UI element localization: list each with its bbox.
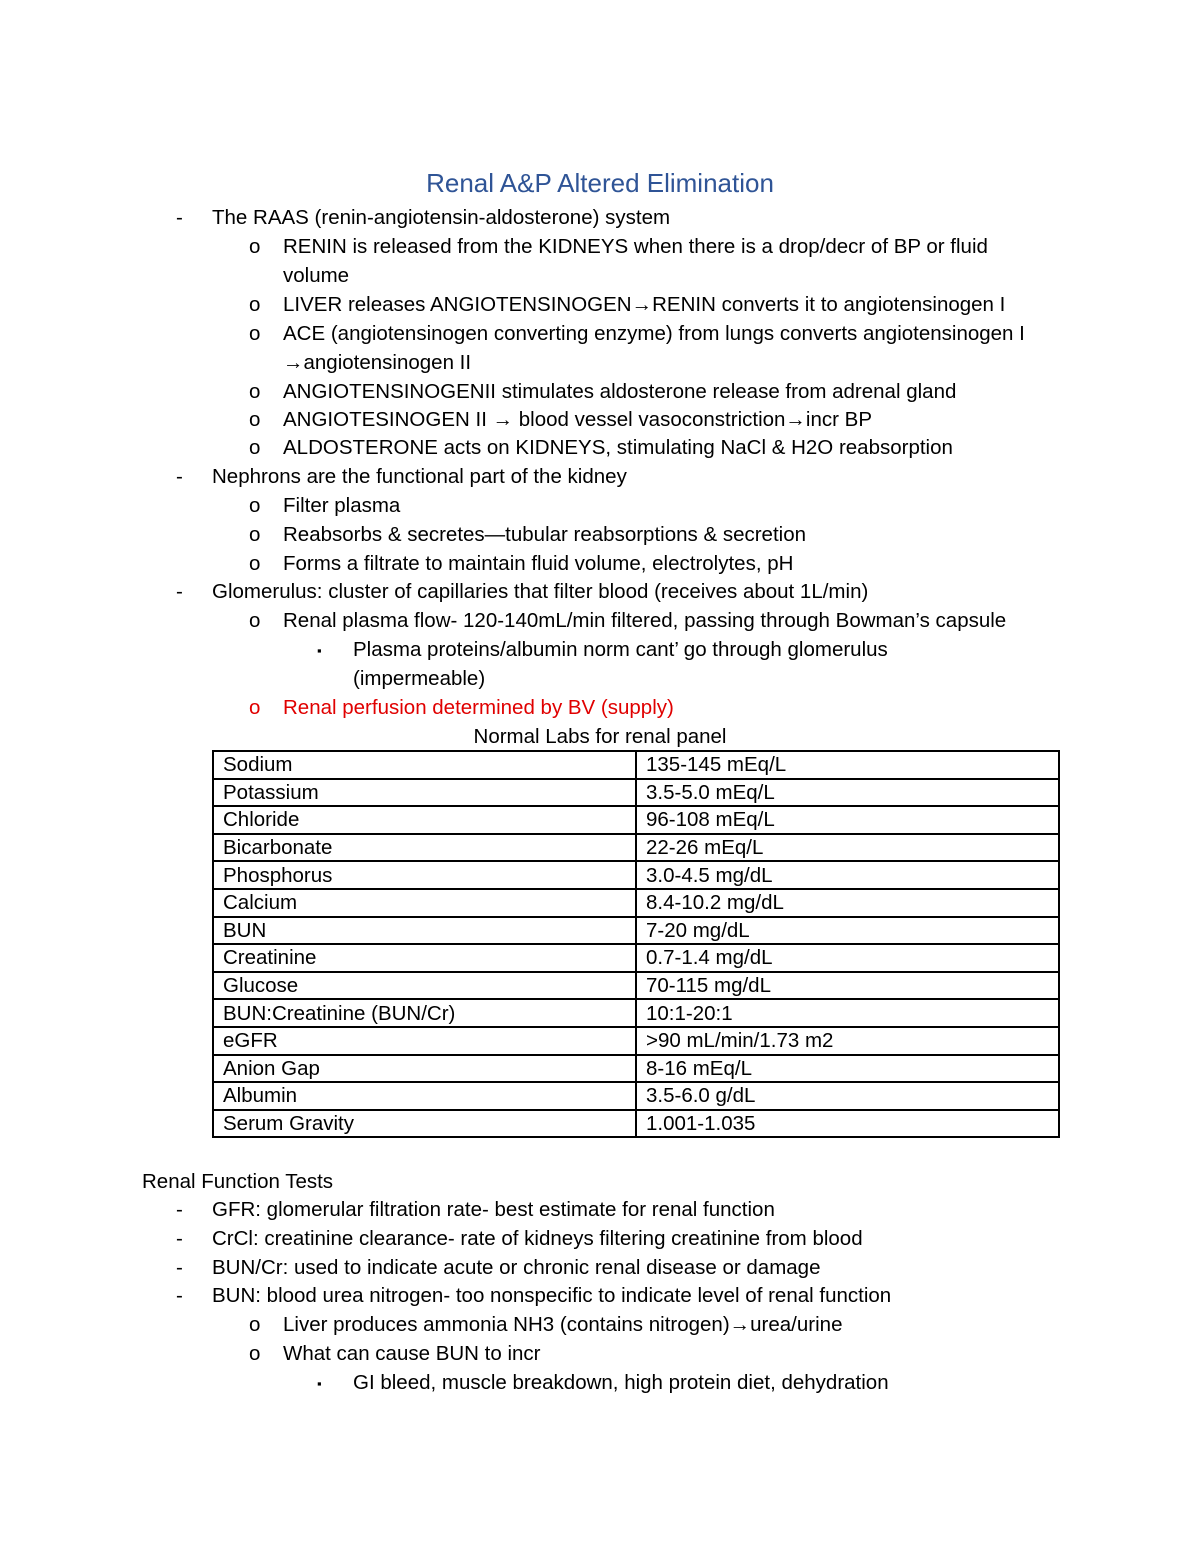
list-item: LIVER releases ANGIOTENSINOGEN→RENIN converts it to angiotensinogen I: [283, 293, 1006, 316]
labs-table: [212, 750, 1060, 1138]
table-row: [213, 779, 1059, 807]
circle-marker: o: [249, 552, 261, 575]
circle-marker: o: [249, 235, 261, 258]
list-item: Reabsorbs & secretes—tubular reabsorptions & secretion: [283, 523, 807, 546]
list-item: What can cause BUN to incr: [283, 1342, 541, 1365]
circle-marker: o: [249, 609, 261, 632]
dash-marker: -: [176, 206, 183, 229]
lab-test-name: Creatinine: [213, 944, 636, 972]
lab-test-name: Serum Gravity: [213, 1110, 636, 1138]
lab-test-name: Sodium: [213, 751, 636, 779]
list-item-continued: volume: [283, 264, 350, 287]
table-row: [213, 1055, 1059, 1083]
lab-normal-range: 1.001-1.035: [636, 1110, 1059, 1138]
circle-marker: o: [249, 696, 261, 719]
dash-marker: -: [176, 465, 183, 488]
lab-test-name: Albumin: [213, 1082, 636, 1110]
list-item: CrCl: creatinine clearance- rate of kidneys filtering creatinine from blood: [212, 1227, 863, 1250]
lab-normal-range: 10:1-20:1: [636, 999, 1059, 1027]
circle-marker: o: [249, 1313, 261, 1336]
circle-marker: o: [249, 523, 261, 546]
raas-heading: The RAAS (renin-angiotensin-aldosterone) system: [212, 206, 671, 229]
lab-test-name: Calcium: [213, 889, 636, 917]
lab-normal-range: 135-145 mEq/L: [636, 751, 1059, 779]
nephrons-heading: Nephrons are the functional part of the kidney: [212, 465, 627, 488]
list-item: Renal plasma flow- 120-140mL/min filtered, passing through Bowman’s capsule: [283, 609, 1007, 632]
dash-marker: -: [176, 1256, 183, 1279]
table-row: [213, 1110, 1059, 1138]
lab-test-name: BUN: [213, 917, 636, 945]
circle-marker: o: [249, 408, 261, 431]
dash-marker: -: [176, 1284, 183, 1307]
dash-marker: -: [176, 1227, 183, 1250]
list-item: Filter plasma: [283, 494, 401, 517]
square-marker: ▪: [317, 643, 322, 658]
lab-normal-range: 70-115 mg/dL: [636, 972, 1059, 1000]
circle-marker: o: [249, 436, 261, 459]
table-row: [213, 861, 1059, 889]
list-item: ALDOSTERONE acts on KIDNEYS, stimulating NaCl & H2O reabsorption: [283, 436, 953, 459]
lab-test-name: Anion Gap: [213, 1055, 636, 1083]
lab-normal-range: 3.5-6.0 g/dL: [636, 1082, 1059, 1110]
list-item: ANGIOTESINOGEN II → blood vessel vasoconstriction→incr BP: [283, 408, 872, 431]
table-row: [213, 1082, 1059, 1110]
table-caption: Normal Labs for renal panel: [473, 725, 727, 748]
circle-marker: o: [249, 494, 261, 517]
labs-table-body: [213, 751, 1059, 1137]
lab-normal-range: 8.4-10.2 mg/dL: [636, 889, 1059, 917]
list-item: ACE (angiotensinogen converting enzyme) from lungs converts angiotensinogen I: [283, 322, 1025, 345]
circle-marker: o: [249, 1342, 261, 1365]
table-row: [213, 972, 1059, 1000]
dash-marker: -: [176, 580, 183, 603]
circle-marker: o: [249, 322, 261, 345]
list-item: GFR: glomerular filtration rate- best estimate for renal function: [212, 1198, 775, 1221]
circle-marker: o: [249, 293, 261, 316]
table-row: [213, 1027, 1059, 1055]
table-row: [213, 999, 1059, 1027]
list-item: BUN: blood urea nitrogen- too nonspecific to indicate level of renal function: [212, 1284, 892, 1307]
sub-list-item: GI bleed, muscle breakdown, high protein diet, dehydration: [353, 1371, 889, 1394]
lab-test-name: eGFR: [213, 1027, 636, 1055]
lab-test-name: Phosphorus: [213, 861, 636, 889]
lab-normal-range: 3.0-4.5 mg/dL: [636, 861, 1059, 889]
page-title: Renal A&P Altered Elimination: [426, 168, 774, 198]
table-row: [213, 834, 1059, 862]
list-item-continued: →angiotensinogen II: [283, 351, 472, 374]
dash-marker: -: [176, 1198, 183, 1221]
lab-normal-range: 7-20 mg/dL: [636, 917, 1059, 945]
lab-test-name: Bicarbonate: [213, 834, 636, 862]
glomerulus-heading: Glomerulus: cluster of capillaries that filter blood (receives about 1L/min): [212, 580, 869, 603]
lab-normal-range: 8-16 mEq/L: [636, 1055, 1059, 1083]
table-row: [213, 751, 1059, 779]
highlighted-list-item: Renal perfusion determined by BV (supply): [283, 696, 674, 719]
function-tests-heading: Renal Function Tests: [142, 1170, 334, 1193]
sub-list-item-continued: (impermeable): [353, 667, 486, 690]
lab-normal-range: 3.5-5.0 mEq/L: [636, 779, 1059, 807]
lab-normal-range: >90 mL/min/1.73 m2: [636, 1027, 1059, 1055]
list-item: Liver produces ammonia NH3 (contains nitrogen)→urea/urine: [283, 1313, 843, 1336]
lab-test-name: Glucose: [213, 972, 636, 1000]
lab-test-name: BUN:Creatinine (BUN/Cr): [213, 999, 636, 1027]
lab-test-name: Potassium: [213, 779, 636, 807]
table-row: [213, 944, 1059, 972]
list-item: Forms a filtrate to maintain fluid volume, electrolytes, pH: [283, 552, 794, 575]
list-item: RENIN is released from the KIDNEYS when there is a drop/decr of BP or fluid: [283, 235, 988, 258]
square-marker: ▪: [317, 1376, 322, 1391]
list-item: BUN/Cr: used to indicate acute or chronic renal disease or damage: [212, 1256, 821, 1279]
table-row: [213, 917, 1059, 945]
table-row: [213, 806, 1059, 834]
circle-marker: o: [249, 380, 261, 403]
lab-test-name: Chloride: [213, 806, 636, 834]
lab-normal-range: 22-26 mEq/L: [636, 834, 1059, 862]
list-item: ANGIOTENSINOGENII stimulates aldosterone release from adrenal gland: [283, 380, 957, 403]
sub-list-item: Plasma proteins/albumin norm cant’ go through glomerulus: [353, 638, 888, 661]
lab-normal-range: 96-108 mEq/L: [636, 806, 1059, 834]
table-row: [213, 889, 1059, 917]
lab-normal-range: 0.7-1.4 mg/dL: [636, 944, 1059, 972]
